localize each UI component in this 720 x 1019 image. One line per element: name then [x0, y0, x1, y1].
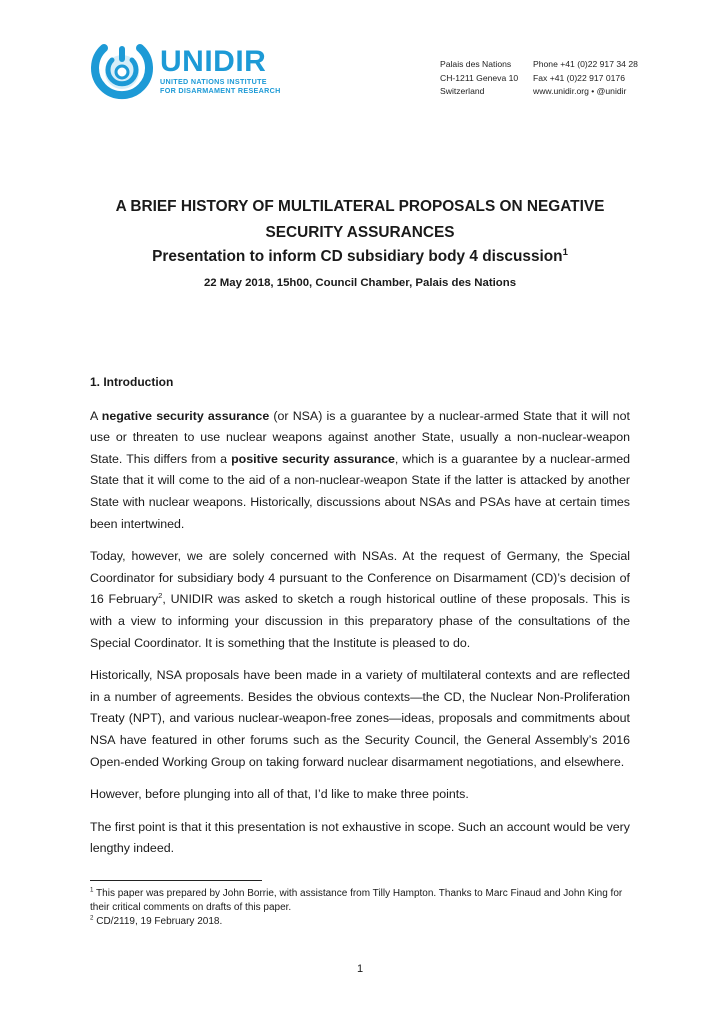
document-body [90, 372, 630, 871]
footnote-1 [90, 887, 630, 915]
text-run: (or NSA) is a guarantee by a nuclear-armed State that it will not use or threaten to use nuclear weapons against another State, usually a non-nuclear-weapon State. This differs from a [90, 408, 630, 466]
text-run: A [90, 408, 102, 423]
text-run: Today, however, we are solely concerned with NSAs. At the request of Germany, the Special Coordinator for subsidiary body 4 pursuant to the Conference on Disarmament (CD)’s decision of 16 February [90, 549, 630, 607]
event-meta: 22 May 2018, 15h00, Council Chamber, Palais des Nations [203, 277, 517, 289]
fax-number: Fax +41 (0)22 917 0176 [533, 72, 625, 83]
footnote-divider [90, 880, 262, 881]
paragraph-contexts: Historically, NSA proposals have been made in a variety of multilateral contexts and are reflected in a number of agreements. Besides the obvious contexts—the CD, the Nuclear Non-Proliferation Treaty (NPT), and various nuclear-weapon-free zones—ideas, proposals and commitments about NSA have featured in other forums such as the Security Council, the General Assembly’s 2016 Open-ended Working Group on taking forward nuclear disarmament negotiations, and elsewhere. [90, 668, 630, 769]
footnote-mark: 2 [90, 914, 94, 922]
address-line: Switzerland [440, 86, 485, 96]
unidir-emblem-icon [90, 38, 154, 104]
phone-number: Phone +41 (0)22 917 34 28 [533, 59, 638, 69]
text-run: , which is a guarantee by a nuclear-armed State that it will come to the aid of a non-nuclear-weapon State if the latter is attacked by another State with nuclear weapons. Historically, discussions about NSAs and PSAs have at certain times been intertwined. [90, 451, 630, 531]
footnote-text: CD/2119, 19 February 2018. [93, 916, 223, 927]
logo-subtitle-line1: UNITED NATIONS INSTITUTE [160, 77, 267, 86]
page-number: 1 [356, 963, 364, 975]
document-title-line2: SECURITY ASSURANCES [265, 224, 455, 241]
text-run: , UNIDIR was asked to sketch a rough historical outline of these proposals. This is with a view to informing your discussion in this preparatory phase of the consultations of the Special Coordinator. It is something that the Institute is pleased to do. [90, 592, 630, 650]
footnote-ref-2[interactable]: 2 [158, 591, 163, 601]
footnote-ref-1[interactable]: 1 [562, 246, 568, 258]
contact-details [533, 58, 638, 99]
footnote-text: This paper was prepared by John Borrie, with assistance from Tilly Hampton. Thanks to Marc Finaud and John King for their critical comments on drafts of this paper. [90, 888, 623, 913]
address-line: Palais des Nations [440, 59, 512, 69]
section-heading: 1. Introduction [90, 375, 174, 389]
paragraph-nsa-definition [90, 406, 630, 536]
document-title-line1: A BRIEF HISTORY OF MULTILATERAL PROPOSALS ON NEGATIVE [115, 198, 605, 215]
paragraph-three-points: However, before plunging into all of that, I’d like to make three points. [90, 787, 469, 802]
paragraph-request [90, 546, 630, 654]
website-link[interactable]: www.unidir.org • @unidir [533, 86, 627, 96]
postal-address [440, 58, 518, 99]
footnote-2 [90, 915, 630, 929]
logo-subtitle-line2: FOR DISARMAMENT RESEARCH [160, 86, 281, 95]
footnote-mark: 1 [90, 886, 94, 894]
document-subtitle [90, 245, 630, 268]
bold-term-nsa: negative security assurance [101, 408, 270, 423]
address-line: CH-1211 Geneva 10 [440, 72, 519, 83]
logo-wordmark: UNIDIR [160, 45, 267, 78]
paragraph-first-point: The first point is that it this presentation is not exhaustive in scope. Such an account would be very lengthy indeed. [90, 819, 630, 856]
unidir-logo [90, 38, 290, 104]
bold-term-psa: positive security assurance [231, 451, 395, 466]
subtitle-text: Presentation to inform CD subsidiary body 4 discussion [152, 248, 563, 265]
